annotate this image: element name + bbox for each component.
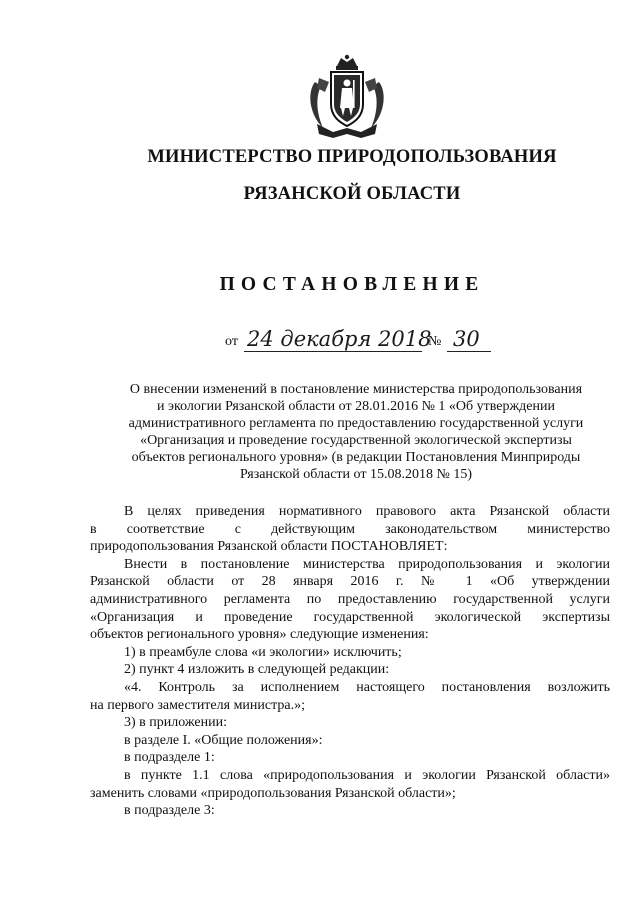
document-subject [80, 381, 632, 483]
document-type-heading: ПОСТАНОВЛЕНИЕ [219, 274, 485, 295]
ministry-name-line2: РЯЗАНСКОЙ ОБЛАСТИ [243, 184, 461, 204]
subject-line: административного регламента по предоставлению государственной услуги [128, 416, 584, 431]
section-line: в разделе I. «Общие положения»: [124, 732, 323, 748]
ministry-name-line1: МИНИСТЕРСТВО ПРИРОДОПОЛЬЗОВАНИЯ [147, 147, 557, 167]
subject-line: О внесении изменений в постановление министерства природопользования [129, 382, 583, 397]
list-item: 1) в преамбуле слова «и экологии» исключить; [124, 644, 402, 660]
body-line: «Организация и проведение государственной экологической экспертизы [90, 609, 610, 625]
number-label: № [428, 334, 442, 349]
body-line: в соответствие с действующим законодательством министерство [90, 521, 610, 537]
quote-line: «4. Контроль за исполнением настоящего постановления возложить [124, 679, 610, 695]
subsection-line: в подразделе 1: [124, 750, 215, 766]
document-body [90, 503, 610, 820]
body-line: административного регламента по предоставлению государственной услуги [90, 591, 610, 607]
point-line: заменить словами «природопользования Рязанской области»; [90, 785, 456, 801]
quote-line: на первого заместителя министра.»; [90, 697, 306, 713]
body-line: природопользования Рязанской области ПОСТАНОВЛЯЕТ: [90, 539, 448, 555]
date-from-label: от [225, 334, 238, 349]
body-line: объектов регионального уровня» следующие изменения: [90, 627, 429, 643]
subject-line: Рязанской области от 15.08.2018 № 15) [240, 467, 472, 482]
number-underline [447, 351, 491, 352]
body-line: Рязанской области от 28 января 2016 г. № 1 «Об утверждении [90, 574, 610, 590]
point-line: в пункте 1.1 слова «природопользования и экологии Рязанской области» [124, 767, 610, 783]
body-line: Внести в постановление министерства природопользования и экологии [124, 556, 610, 572]
subject-line: «Организация и проведение государственной экологической экспертизы [140, 433, 572, 448]
date-number-line [225, 329, 495, 359]
list-item: 3) в приложении: [124, 715, 227, 731]
date-underline [244, 351, 422, 352]
subsection-line: в подразделе 3: [124, 803, 215, 819]
body-line: В целях приведения нормативного правового акта Рязанской области [124, 504, 610, 519]
coat-of-arms-icon [303, 52, 391, 140]
handwritten-number: 30 [453, 327, 480, 351]
subject-line: и экологии Рязанской области от 28.01.2016 № 1 «Об утверждении [156, 399, 555, 414]
handwritten-date: 24 декабря 2018 [247, 327, 432, 351]
list-item: 2) пункт 4 изложить в следующей редакции: [124, 662, 390, 678]
subject-line: объектов регионального уровня» (в редакции Постановления Минприроды [131, 450, 581, 465]
